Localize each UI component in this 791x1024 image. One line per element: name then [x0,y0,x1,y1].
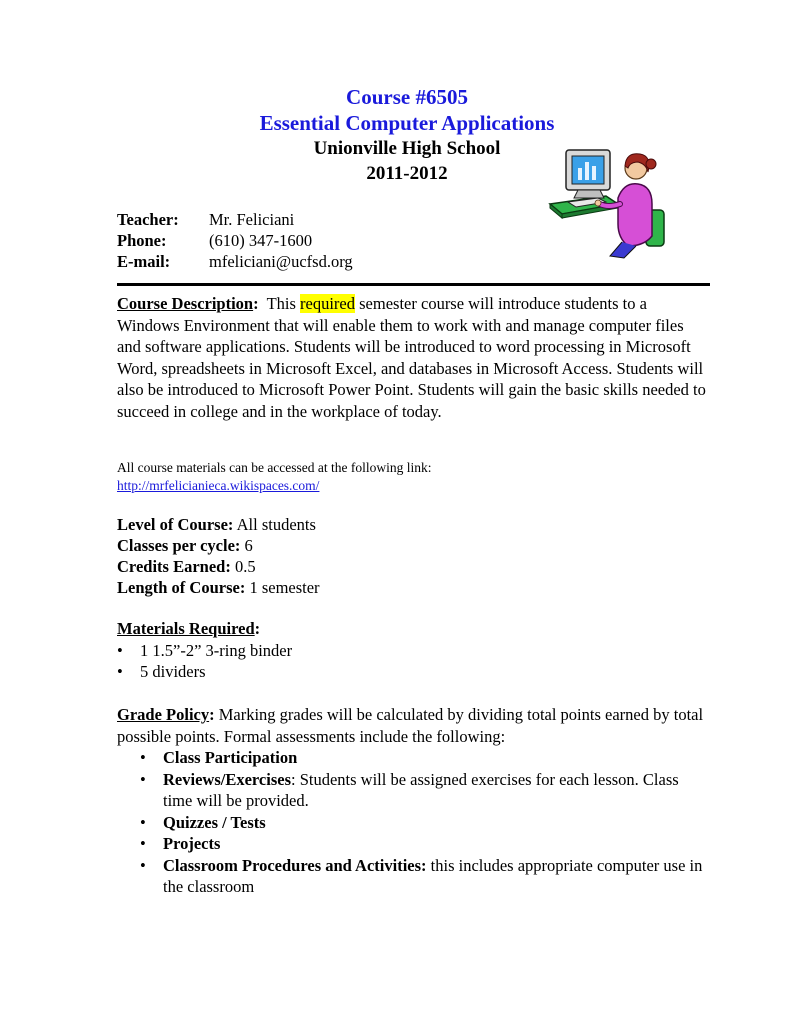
description-pre: This [266,294,301,313]
list-item [140,769,710,812]
list-item [140,855,710,898]
contact-info [117,209,353,272]
assessment-detail: : Students will be assigned exercises for each lesson. Class time will be provided. [163,769,679,810]
credits-row [117,556,320,577]
school-name: Unionville High School [313,138,501,159]
assessment-detail: this includes appropriate computer use in the classroom [163,855,703,896]
list-item [140,833,710,855]
materials-colon: : [254,619,261,638]
list-item [117,640,292,662]
level-row [117,514,320,535]
grade-policy-text [117,704,710,747]
phone-value: (610) 347-1600 [209,231,313,250]
teacher-value: Mr. Feliciani [209,210,295,229]
assessment-name: Class Participation [163,748,298,767]
bullet-icon: • [117,662,123,681]
school-year: 2011-2012 [366,163,448,184]
horizontal-divider [117,283,710,286]
email-label: E-mail: [117,252,171,271]
assessment-list [140,747,710,898]
email-value: mfeliciani@ucfsd.org [209,252,353,271]
grade-policy-body: Marking grades will be calculated by dividing total points earned by total possible points. Formal assessments include the following: [117,705,704,746]
grade-policy [117,704,710,898]
phone-label: Phone: [117,231,167,250]
assessment-name: Reviews/Exercises [163,769,291,789]
length-label: Length of Course: [117,578,246,597]
material-item: 5 dividers [140,662,206,681]
description-text: semester course will introduce students to a Windows Environment that will enable them to work with and manage computer files and software applications. Students will be introduced to word processing in Microsoft Word, spreadsheets in Microsoft Excel, and databases in Microsoft Access. Students will also be introduced to Microsoft Power Point. Students will gain the basic skills needed to succeed in college and in the workplace of today. [117,294,706,421]
teacher-label: Teacher: [117,210,179,229]
course-name: Essential Computer Applications [259,111,555,135]
materials-link-text: All course materials can be accessed at the following link: [117,460,432,475]
teacher-row [117,209,353,230]
material-item: 1 1.5”-2” 3-ring binder [140,640,293,660]
course-info [117,514,320,598]
classes-value: 6 [240,536,253,555]
length-value: 1 semester [245,578,320,597]
credits-label: Credits Earned: [117,557,231,576]
bullet-icon: • [140,769,146,789]
classes-row [117,535,320,556]
phone-row [117,230,353,251]
description-colon: : [253,294,259,313]
list-item [140,747,710,769]
course-number: Course #6505 [346,85,468,109]
length-row [117,577,320,598]
course-description [117,293,710,422]
bullet-icon: • [140,812,146,832]
credits-value: 0.5 [230,557,256,576]
description-label: Course Description [117,294,254,313]
email-row [117,251,353,272]
materials-heading [117,618,292,640]
assessment-name: Quizzes / Tests [163,812,266,832]
materials-label: Materials Required [117,619,255,638]
bullet-icon: • [140,748,146,767]
wikispaces-link[interactable]: http://mrfelicianieca.wikispaces.com/ [117,478,320,493]
list-item [117,661,292,683]
highlight-required: required [300,294,356,313]
level-value: All students [233,515,316,534]
materials-link-note [117,459,432,495]
assessment-name: Projects [163,834,221,853]
list-item [140,812,710,834]
materials-required [117,618,292,683]
bullet-icon: • [140,855,146,875]
assessment-name: Classroom Procedures and Activities: [163,855,427,875]
grade-policy-label: Grade Policy [117,705,210,724]
student-computer-clipart-icon [548,138,674,262]
classes-label: Classes per cycle: [117,536,241,555]
bullet-icon: • [117,640,123,660]
level-label: Level of Course: [117,515,234,534]
grade-policy-colon: : [209,705,215,724]
bullet-icon: • [140,834,146,853]
